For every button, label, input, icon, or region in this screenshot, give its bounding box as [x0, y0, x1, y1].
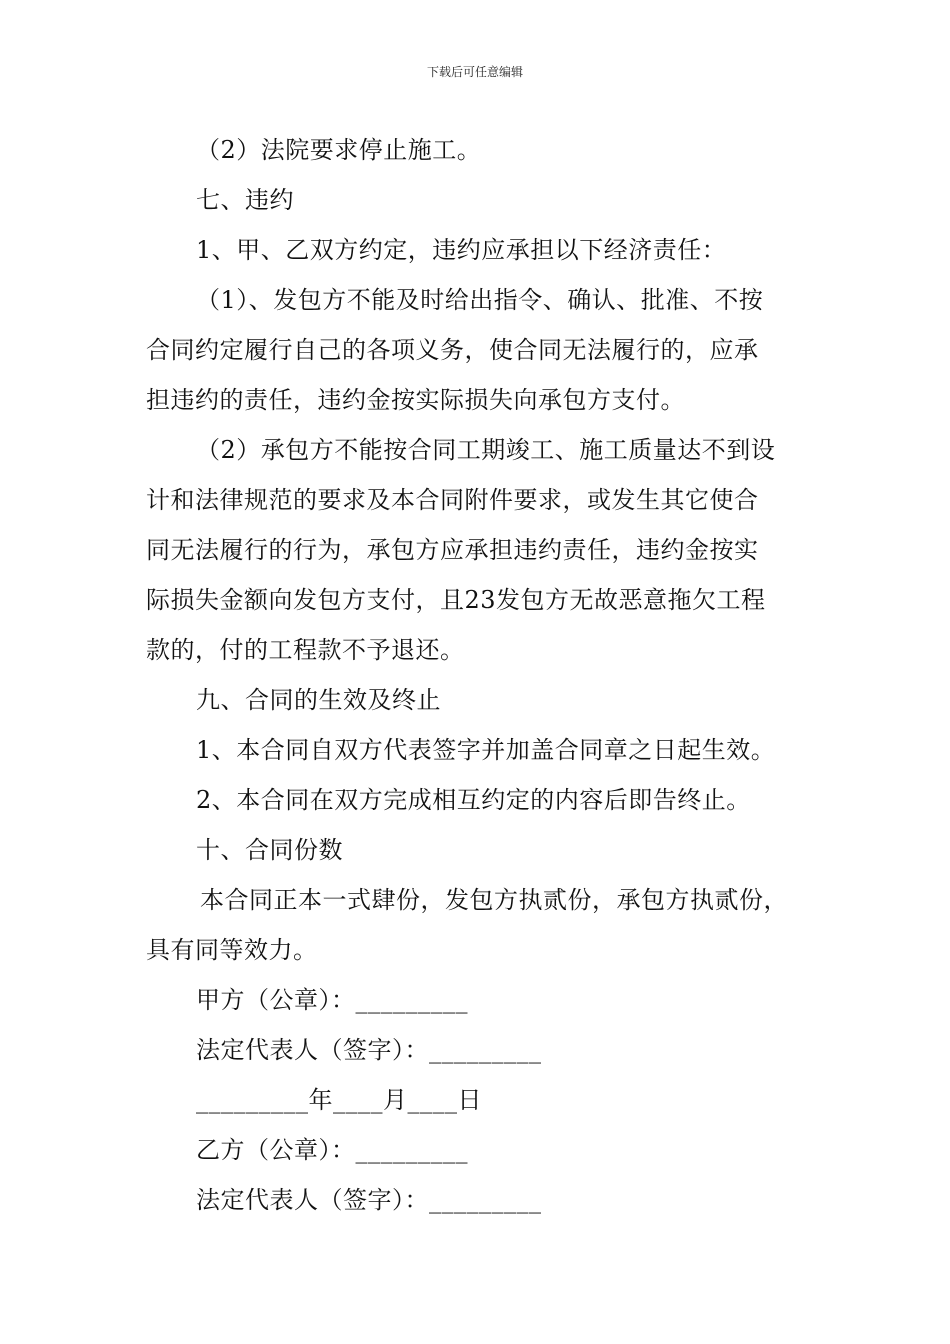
clause-1-2-line-1: （2）承包方不能按合同工期竣工、施工质量达不到设: [196, 436, 776, 464]
section-10-text-line-2: 具有同等效力。: [146, 936, 318, 964]
section-10-heading: 十、合同份数: [196, 836, 343, 864]
signing-date-field: _________年____月____日: [196, 1086, 482, 1114]
section-10-text-line-1: 本合同正本一式肆份，发包方执贰份，承包方执贰份，: [200, 886, 788, 914]
party-a-representative-field: 法定代表人（签字）：_________: [196, 1036, 542, 1064]
clause-1-liability: 1、甲、乙双方约定，违约应承担以下经济责任：: [196, 236, 727, 264]
clause-1-2-line-3: 同无法履行的行为，承包方应承担违约责任，违约金按实: [146, 536, 759, 564]
page-header: 下载后可任意编辑: [426, 65, 523, 79]
section-9-clause-1: 1、本合同自双方代表签字并加盖合同章之日起生效。: [196, 736, 776, 764]
party-a-seal-field: 甲方（公章）：_________: [196, 986, 468, 1014]
clause-1-2-line-4: 际损失金额向发包方支付，且23发包方无故恶意拖欠工程: [146, 586, 766, 614]
party-b-representative-field: 法定代表人（签字）：_________: [196, 1186, 542, 1214]
clause-1-2-line-5: 款的，付的工程款不予退还。: [146, 636, 465, 664]
clause-7-2-court-stop: （2）法院要求停止施工。: [196, 136, 482, 164]
section-9-clause-2: 2、本合同在双方完成相互约定的内容后即告终止。: [196, 786, 751, 814]
clause-1-1-line-3: 担违约的责任，违约金按实际损失向承包方支付。: [146, 386, 685, 414]
party-b-seal-field: 乙方（公章）：_________: [196, 1136, 468, 1164]
section-7-heading: 七、违约: [196, 186, 294, 214]
clause-1-1-line-2: 合同约定履行自己的各项义务，使合同无法履行的，应承: [146, 336, 759, 364]
clause-1-1-line-1: （1）、发包方不能及时给出指令、确认、批准、不按: [196, 286, 764, 314]
section-9-heading: 九、合同的生效及终止: [196, 686, 441, 714]
clause-1-2-line-2: 计和法律规范的要求及本合同附件要求，或发生其它使合: [146, 486, 759, 514]
